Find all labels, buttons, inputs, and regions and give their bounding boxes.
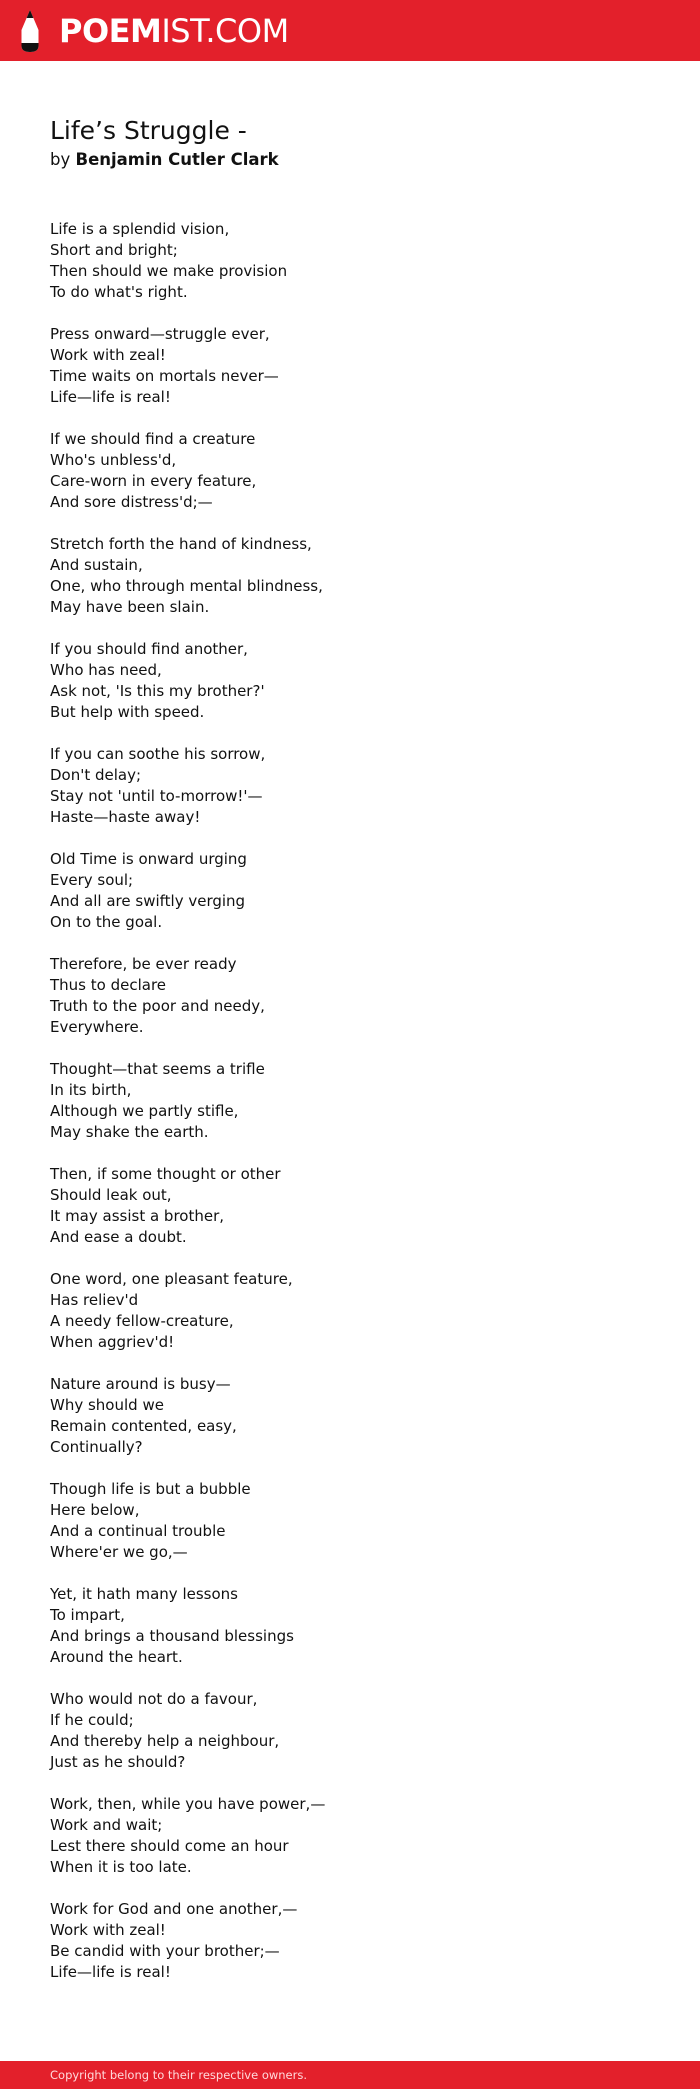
poem-line: Press onward—struggle ever,	[50, 325, 270, 343]
poem-line: And ease a doubt.	[50, 1228, 187, 1246]
poem-line: If you should find another,	[50, 640, 248, 658]
poem-line: Around the heart.	[50, 1648, 183, 1666]
poem-stanza	[50, 1059, 650, 1143]
poem-line: To impart,	[50, 1606, 125, 1624]
poem-line: Stay not 'until to-morrow!'—	[50, 787, 263, 805]
poem-line: But help with speed.	[50, 703, 205, 721]
poem-line: On to the goal.	[50, 913, 163, 931]
poem-line: Ask not, 'Is this my brother?'	[50, 682, 265, 700]
poem-line: Life is a splendid vision,	[50, 220, 230, 238]
poem-line: If we should find a creature	[50, 430, 256, 448]
poem-stanza	[50, 429, 650, 513]
poem-body	[50, 219, 650, 2004]
poem-line: May have been slain.	[50, 598, 210, 616]
poem-stanza	[50, 1374, 650, 1458]
poem-stanza	[50, 954, 650, 1038]
poem-line: Remain contented, easy,	[50, 1417, 237, 1435]
poem-line: A needy fellow-creature,	[50, 1312, 234, 1330]
logo-bold-text: POEM	[59, 11, 162, 50]
poem-line: It may assist a brother,	[50, 1207, 225, 1225]
poem-line: In its birth,	[50, 1081, 132, 1099]
poem-line: Be candid with your brother;—	[50, 1942, 280, 1960]
poem-line: Who has need,	[50, 661, 162, 679]
poem-line: Where'er we go,—	[50, 1543, 188, 1561]
poem-line: Old Time is onward urging	[50, 850, 247, 868]
poem-line: Life—life is real!	[50, 1963, 171, 1981]
site-header	[0, 0, 700, 61]
pencil-tip-icon	[18, 10, 42, 52]
poem-line: And a continual trouble	[50, 1522, 226, 1540]
poem-stanza	[50, 324, 650, 408]
poem-line: Nature around is busy—	[50, 1375, 231, 1393]
poem-line: Although we partly stifle,	[50, 1102, 239, 1120]
poem-line: Care-worn in every feature,	[50, 472, 257, 490]
poem-line: When it is too late.	[50, 1858, 192, 1876]
poem-line: Truth to the poor and needy,	[50, 997, 265, 1015]
poem-stanza	[50, 639, 650, 723]
poem-line: Why should we	[50, 1396, 164, 1414]
poem-line: Time waits on mortals never—	[50, 367, 279, 385]
poem-line: Therefore, be ever ready	[50, 955, 237, 973]
poem-line: Has reliev'd	[50, 1291, 139, 1309]
poem-line: Work with zeal!	[50, 1921, 166, 1939]
poem-stanza	[50, 534, 650, 618]
site-logo-text	[59, 11, 289, 50]
poem-line: Everywhere.	[50, 1018, 144, 1036]
poem-line: Thought—that seems a trifle	[50, 1060, 265, 1078]
poem-line: Short and bright;	[50, 241, 178, 259]
poem-line: And all are swiftly verging	[50, 892, 246, 910]
poem-author: Benjamin Cutler Clark	[75, 150, 279, 169]
poem-line: Just as he should?	[50, 1753, 186, 1771]
poem-stanza	[50, 744, 650, 828]
poem-title: Life’s Struggle -	[50, 116, 247, 145]
poem-line: Continually?	[50, 1438, 143, 1456]
poem-line: Work and wait;	[50, 1816, 163, 1834]
poem-stanza	[50, 1584, 650, 1668]
poem-line: Should leak out,	[50, 1186, 172, 1204]
poem-line: And sore distress'd;—	[50, 493, 213, 511]
poem-line: Thus to declare	[50, 976, 167, 994]
poem-stanza	[50, 1899, 650, 1983]
poem-line: Though life is but a bubble	[50, 1480, 251, 1498]
poem-heading	[50, 114, 650, 171]
poem-line: Then should we make provision	[50, 262, 288, 280]
poem-stanza	[50, 219, 650, 303]
poem-line: If he could;	[50, 1711, 134, 1729]
poem-line: Stretch forth the hand of kindness,	[50, 535, 312, 553]
poem-line: Here below,	[50, 1501, 140, 1519]
poem-line: Then, if some thought or other	[50, 1165, 281, 1183]
poem-stanza	[50, 1479, 650, 1563]
poem-line: Work with zeal!	[50, 346, 166, 364]
poem-line: Who's unbless'd,	[50, 451, 177, 469]
poem-line: Every soul;	[50, 871, 134, 889]
poem-line: May shake the earth.	[50, 1123, 209, 1141]
logo-light-text: IST.COM	[161, 11, 289, 50]
byline-prefix: by	[50, 150, 71, 169]
poem-byline	[50, 149, 650, 171]
poem-stanza	[50, 1689, 650, 1773]
site-footer	[0, 2061, 700, 2089]
poem-line: If you can soothe his sorrow,	[50, 745, 266, 763]
poem-line: Haste—haste away!	[50, 808, 201, 826]
poem-line: One, who through mental blindness,	[50, 577, 323, 595]
poem-stanza	[50, 1164, 650, 1248]
poem-line: To do what's right.	[50, 283, 188, 301]
site-logo-link[interactable]	[18, 9, 289, 52]
poem-stanza	[50, 849, 650, 933]
poem-line: And sustain,	[50, 556, 143, 574]
poem-line: Work for God and one another,—	[50, 1900, 298, 1918]
poem-line: And brings a thousand blessings	[50, 1627, 294, 1645]
poem-line: Don't delay;	[50, 766, 142, 784]
poem-line: When aggriev'd!	[50, 1333, 175, 1351]
poem-line: Work, then, while you have power,—	[50, 1795, 326, 1813]
poem-line: Who would not do a favour,	[50, 1690, 258, 1708]
poem-stanza	[50, 1794, 650, 1878]
poem-line: Yet, it hath many lessons	[50, 1585, 238, 1603]
poem-line: Life—life is real!	[50, 388, 171, 406]
copyright-notice: Copyright belong to their respective owners.	[50, 2068, 308, 2082]
poem-line: One word, one pleasant feature,	[50, 1270, 293, 1288]
poem-stanza	[50, 1269, 650, 1353]
poem-line: Lest there should come an hour	[50, 1837, 289, 1855]
poem-line: And thereby help a neighbour,	[50, 1732, 280, 1750]
